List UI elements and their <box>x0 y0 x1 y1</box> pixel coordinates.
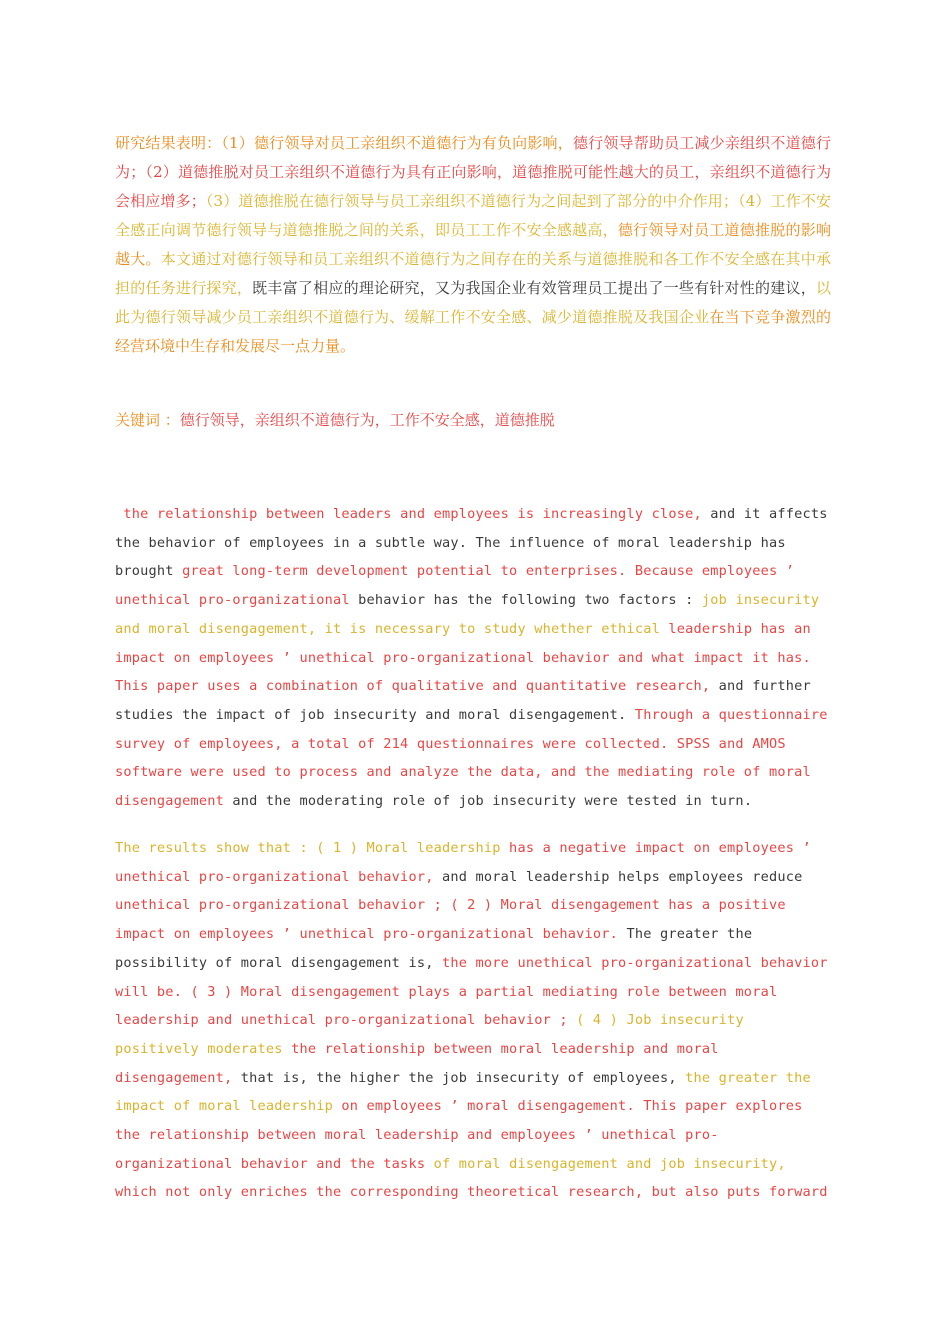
text-run: job insecurity and moral disengagement, it is necessary to study whether ethical <box>115 592 828 637</box>
chinese-keywords-line <box>115 406 831 435</box>
text-run: 德行领导帮助员工减少亲组织不道德行为；（2）道德推脱对员工亲组织不道德行为具有正向影响，道德推脱可能性越大的员工，亲组织不道德行为会相应增多； <box>115 134 831 210</box>
text-run: and the moderating role of job insecurity were tested in turn. <box>224 793 753 810</box>
text-run: the more unethical pro-organizational behavior will be. ( 3 ) Moral disengagement plays a partial mediating role between moral leadership and unethical pro-organizational behavior ; <box>115 954 837 1029</box>
text-run: ( 4 ) Job insecurity positively moderates <box>115 1012 753 1057</box>
text-run: 既丰富了相应的理论研究，又为我国企业有效管理员工提出了一些有针对性的建议， <box>252 279 816 297</box>
text-run: great long-term development potential to enterprises. Because employees ’ unethical pro-organizational <box>115 563 803 609</box>
text-run: The greater the possibility of moral disengagement is, <box>115 926 761 971</box>
text-run: and it affects the behavior of employees in a subtle way. The influence of moral leadership has brought <box>115 506 837 580</box>
text-run: 德行领导对员工道德推脱的影响越大。 <box>115 221 831 268</box>
text-run: behavior has the following two factors : <box>349 592 702 609</box>
chinese-results-paragraph <box>115 129 831 361</box>
text-run: and moral leadership helps employees reduce <box>433 868 811 885</box>
text-run: unethical pro-organizational behavior ; ( 2 ) Moral disengagement has a positive impact on employees ’ unethical pro-organizational behavior. <box>115 897 795 943</box>
text-run: which not only enriches the corresponding theoretical research, but also puts forward <box>115 1155 828 1201</box>
text-run: the relationship between moral leadership and moral disengagement, <box>115 1040 728 1086</box>
text-run: leadership has an impact on employees ’ unethical pro-organizational behavior and what impact it has. This paper uses a combination of qualitative and quantitative research, <box>115 620 820 695</box>
text-run: and further studies the impact of job insecurity and moral disengagement. <box>115 678 820 723</box>
text-run: of moral disengagement and job insecurity, <box>433 1155 786 1172</box>
text-run: 以此为德行领导减少员工亲组织不道德行为、缓解工作不安全感、减少道德推脱及我国企业 <box>115 279 831 326</box>
text-run: The results show that : ( 1 ) Moral leadership <box>115 840 501 856</box>
text-run: Through a questionnaire survey of employees, a total of 214 questionnaires were collected. SPSS and AMOS software were used to process and analyze the data, and the mediating role of moral disengagement <box>115 706 837 810</box>
text-run: the relationship between leaders and employees is increasingly close, <box>115 506 702 522</box>
text-run: 研究结果表明：（1）德行领导对员工亲组织不道德行为有负向影响， <box>115 134 573 152</box>
text-run: the greater the impact of moral leadership <box>115 1069 820 1115</box>
text-run: 关键词 ： <box>115 411 180 429</box>
text-run: has a negative impact on employees ’ unethical pro-organizational behavior, <box>115 840 820 885</box>
text-run: that is, the higher the job insecurity of employees, <box>232 1069 686 1086</box>
text-run: 本文通过对德行领导和员工亲组织不道德行为之间存在的关系与道德推脱和各工作不安全感在其中承担的任务进行探究， <box>115 250 831 297</box>
english-abstract-paragraph <box>115 500 837 816</box>
text-run: 在当下竞争激烈的经营环境中生存和发展尽一点力量。 <box>115 308 831 355</box>
text-run: （3）道德推脱在德行领导与员工亲组织不道德行为之间起到了部分的中介作用；（4）工作不安全感正向调节德行领导与道德推脱之间的关系，即员工工作不安全感越高， <box>115 192 831 239</box>
text-run: on employees ’ moral disengagement. This paper explores the relationship between moral leadership and employees ’ unethical pro-organizational behavior and the tasks <box>115 1098 811 1172</box>
english-results-paragraph <box>115 834 837 1207</box>
text-run: 德行领导，亲组织不道德行为，工作不安全感，道德推脱 <box>179 411 555 429</box>
